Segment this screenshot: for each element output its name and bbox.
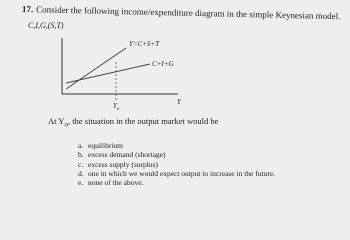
y-axis-label: C,I,G,(S,T): [28, 21, 64, 30]
x-axis-label: Y: [177, 98, 181, 106]
yo-tick-letter: Y: [113, 102, 117, 110]
option-c[interactable]: [78, 160, 275, 169]
stem-suffix: , the situation in the output market would be: [68, 116, 219, 126]
leakages-line: [66, 48, 126, 89]
option-letter: c.: [78, 159, 84, 169]
answer-options: [78, 141, 275, 187]
question-number: 17.: [21, 4, 34, 15]
stem-prefix: At Y: [48, 116, 65, 126]
option-text: excess demand (shortage): [88, 150, 166, 160]
spending-line: [66, 64, 150, 83]
spending-line-label: C+I+G: [152, 60, 174, 68]
question-stem: [48, 116, 218, 129]
option-letter: e.: [78, 178, 84, 188]
leakages-line-label: Y=C+S+T: [129, 40, 160, 48]
option-text: one in which we would expect output to increase in the future.: [88, 168, 276, 178]
option-a[interactable]: [78, 141, 275, 150]
question-text: Consider the following income/expenditure diagram in the simple Keynesian model.: [36, 4, 341, 22]
option-e[interactable]: [78, 178, 275, 187]
stem-subscript: o: [64, 120, 68, 129]
option-text: none of the above.: [88, 178, 144, 188]
option-text: excess supply (surplus): [88, 159, 158, 169]
option-b[interactable]: [78, 150, 275, 159]
option-text: equilibrium: [88, 141, 123, 150]
option-d[interactable]: [78, 169, 275, 178]
yo-tick-subscript: o: [116, 107, 120, 112]
option-letter: d.: [78, 168, 84, 178]
option-letter: a.: [78, 141, 84, 150]
option-letter: b.: [78, 150, 84, 160]
yo-tick-label: [113, 102, 120, 112]
